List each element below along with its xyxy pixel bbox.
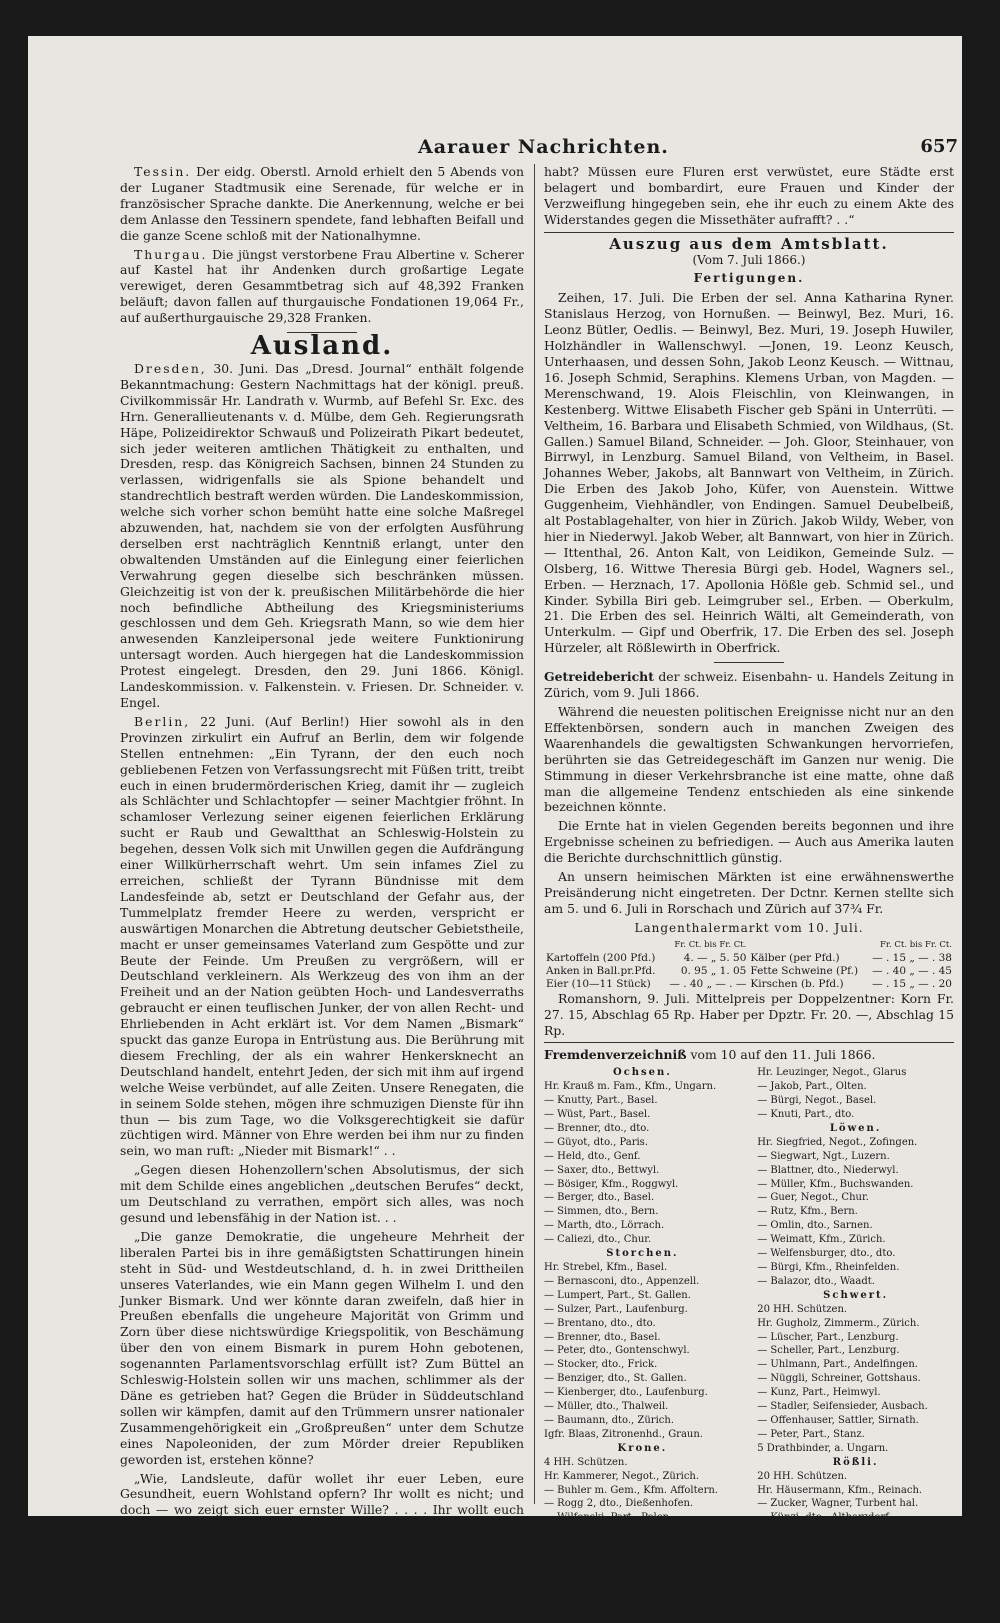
guest-entry: — Knuti, Part., dto. [757,1109,855,1121]
hotel-name: Ochsen. [612,1067,672,1079]
guest-entry: — Siegwart, Ngt., Luzern. [757,1150,890,1162]
guest-entry: — Brentano, dto., dto. [544,1317,656,1329]
guest-entry: — Wilfonski, Part., Polen. [544,1512,673,1524]
getreide-paragraph: Während die neuesten politischen Ereignisse nicht nur an den Effektenbörsen, sondern auch in manchen Zweigen des Waarenhandels die gewaltigsten Schwankungen hervorriefen, berührten sie das Getreidegeschäft im Ganzen nur wenig. Die Stimmung in dieser Verkehrsbranche ist eine matte, ohne daß man die allgemeine Tendenz entschieden als eine sinkende bezeichnen könnte. [544,704,954,815]
guest-entry: — Uhlmann, Part., Andelfingen. [757,1359,918,1371]
unit-header: Fr. Ct. bis Fr. Ct. [674,939,747,950]
hotel-name: Rößli. [832,1456,879,1468]
guest-entry: — Marth, dto., Lörrach. [544,1220,665,1232]
guest-entry: — Balazor, dto., Waadt. [757,1275,875,1287]
running-head [28,136,962,166]
continued-text: habt? Müssen eure Fluren erst verwüstet, eure Städte erst belagert und bombardirt, eure Frauen und Kinder der Verzweiflung hingegeben sein, ehe ihr euch zu einem Akte des Widerstandes gegen die Missethäter aufrafft? . .“ [544,164,954,227]
article-paragraph: „Gegen diesen Hohenzollern'schen Absolutismus, der sich mit dem Schilde eines angeblichen „deutschen Berufes“ deckt, um Deutschland zu verrathen, empört sich alles, was noch gesund und lebensfähig in der Nation ist. . . [120,1162,524,1225]
guest-entry: — Simmen, dto., Bern. [544,1206,659,1218]
guest-entry: — Künzi, dto., Altharzdorf. [757,1512,892,1524]
guest-entry: — Saxer, dto., Bettwyl. [544,1164,660,1176]
guest-entry: — Kienberger, dto., Laufenburg. [544,1387,708,1399]
guest-entry: — Stadler, Seifensieder, Ausbach. [757,1401,928,1413]
market-table [544,939,954,991]
newspaper-page [28,36,962,1621]
divider [714,662,784,663]
guest-entry: 4 HH. Schützen. [544,1456,628,1468]
guest-entry: — Peter, Part., Stanz. [757,1428,865,1440]
table-row: Anken in Ball.pr.Pfd. 0. 95 „ 1. 05 Fette Schweine (Pf.) — . 40 „ — . 45 [546,964,952,977]
market-title: Langenthalermarkt vom 10. Juli. [634,920,864,935]
table-row: Kartoffeln (200 Pfd.) 4. — „ 5. 50 Kälber (per Pfd.) — . 15 „ — . 38 [546,951,952,964]
hotel-name: Krone. [617,1442,668,1454]
guest-entry: — Stocker, dto., Frick. [544,1359,658,1371]
guest-entry: — Eppeler 3, Schreiner, Zürich. [544,1609,705,1621]
guest-entry: 20 HH. Schützen. [757,1470,848,1482]
guest-entry: — Bürgi, Negot., Basel. [757,1095,877,1107]
guest-entry: — Buhler m. Gem., Kfm. Affoltern. [544,1484,718,1496]
guest-entry: — Brenner, dto., dto. [544,1122,650,1134]
amtsblatt-text: Zeihen, 17. Juli. Die Erben der sel. Anna Katharina Ryner. Stanislaus Herzog, von Hornußen. — Beinwyl, Bez. Muri, 16. Leonz Bütler, Oedlis. — Beinwyl, Bez. Muri, 19. Joseph Huwiler, Holzhändler in Wallenschwyl. —Jonen, 19. Leonz Keusch, Unterhaasen, und dessen Sohn, Jakob Leonz Keusch. — Wittnau, 16. Joseph Schmid, Seraphins. Klemens Urban, von Magden. — Merenschwand, 19. Alois Fleischlin, von Kleinwangen, in Kestenberg. Wittwe Elisabeth Fischer geb Späni in Unterrüti. — Veltheim, 16. Barbara und Elisabeth Schmied, von Wildhaus, (St. Gallen.) Samuel Biland, Schneider. — Joh. Gloor, Steinhauer, von Birrwyl, in Lenzburg. Samuel Biland, von Veltheim, in Basel. Johannes Weber, Jakobs, alt Bannwart von Veltheim, in Zürich. Die Erben des Jakob Joho, Küfer, von Auenstein. Wittwe Guggenheim, Viehhändler, von Endingen. Samuel Deubelbeiß, alt Postablagehalter, von hier in Zürich. Jakob Wildy, Weber, von hier in Niederwyl. Jakob Weber, alt Bannwart, von hier in Zürich. — Ittenthal, 26. Anton Kalt, von Leidikon, Gemeinde Sulz. — Olsberg, 16. Wittwe Theresia Bürgi geb. Hodel, Wagners sel., Erben. — Herznach, 17. Apollonia Hößle geb. Schmid sel., und Kinder. Sybilla Biri geb. Leimgruber sel., Erben. — Oberkulm, 21. Die Erben des sel. Heinrich Wälti, alt Gemeinderath, von Unterkulm. — Gipf und Oberfrik, 17. Die Erben des sel. Joseph Hürzeler, alt Rößlewirth in Oberfrick. [544,290,954,656]
guest-entry: — Nüggli, Schreiner, Gottshaus. [757,1373,921,1385]
guest-entry: — Fäßlin, Negot., Basel. [544,1595,667,1607]
table-header-row [544,939,954,952]
guest-entry: — Wüst, Part., Basel. [544,1109,651,1121]
guest-entry: — Müller, dto., Thalweil. [544,1401,669,1413]
guest-entry: Hr. Kammerer, Negot., Zürich. [544,1470,700,1482]
inland-item: Tessin. Der eidg. Oberstl. Arnold erhielt den 5 Abends von der Luganer Stadtmusik eine Serenade, für welche er in französischer Sprache dankte. Die Anerkennung, welche er bei dem Anlasse den Tessinern spendete, fand lebhaften Beifall und die ganze Scene schloß mit der Nationalhymne. [120,164,524,243]
guest-entry: — Peter, dto., Gontenschwyl. [544,1345,690,1357]
page-number: 657 [920,136,958,157]
guest-entry: 7 HH. Schützen. [544,1554,628,1566]
guest-entry: Hr. Leuzinger, Negot., Glarus [757,1067,907,1079]
guest-entry: Igfr. Blaas, Zitronenhd., Graun. [544,1428,703,1440]
guest-entry: 20 HH. Schützen. [757,1303,848,1315]
hotel-name: Kreuz. [831,1526,880,1538]
guest-entry: — Bernasconi, dto., Appenzell. [544,1275,700,1287]
guest-entry: — Lüscher, Part., Lenzburg. [757,1331,899,1343]
guest-entry: — Guer, Negot., Chur. [757,1192,869,1204]
table-row: Eier (10—11 Stück) — . 40 „ — . — Kirschen (b. Pfd.) — . 15 „ — . 20 [546,977,952,990]
hotel-name: Schwert. [823,1289,889,1301]
article-dresden: Dresden, 30. Juni. Das „Dresd. Journal“ enthält folgende Bekanntmachung: Gestern Nachmittags hat der königl. preuß. Civilkommissär Hr. Landrath v. Wurmb, auf Befehl Sr. Exc. des Hrn. Generallieutenants v. d. Mülbe, dem Geh. Regierungsrath Häpe, Polizeidirektor Schwauß und Polizeirath Pikart bedeutet, sich jeder weiteren amtlichen Thätigkeit zu enthalten, und Dresden, resp. das Königreich Sachsen, binnen 24 Stunden zu verlassen, widrigenfalls sie als Spione behandelt und standrechtlich bestraft werden würden. Die Landeskommission, welche sich vorher schon bemüht hatte eine solche Maßregel abzuwenden, hat, nachdem sie von der erfolgten Ausführung derselben erst nachträglich Kenntniß erlangt, unter den obwaltenden Umständen auf die Einlegung einer feierlichen Verwahrung gegen dieselbe sich beschränken müssen. Gleichzeitig ist von der k. preußischen Militärbehörde die hier noch befindliche Abtheilung des Kriegsministeriums geschlossen und dem Geh. Kriegsrath Mann, so wie dem hier anwesenden Kanzleipersonal jede weitere Funktionirung untersagt worden. Auch hiergegen hat die Landeskommission Protest eingelegt. Dresden, den 29. Juni 1866. Königl. Landeskommission. v. Falkenstein. v. Friesen. Dr. Schneider. v. Engel. [120,360,524,710]
guest-entry: — Rutz, Kfm., Bern. [757,1206,858,1218]
guest-entry: — Knutty, Part., Basel. [544,1095,658,1107]
guest-entry: Hr. Leimgruber, Part., Wöflißwyl. [757,1567,925,1579]
left-column [120,164,524,1553]
guest-entry: — Jehy, Büchsenmacher, Zofingen. [544,1581,720,1593]
guest-entry: — Rogg 2, dto., Dießenhofen. [544,1498,694,1510]
guest-entry: Hr. Strebel, Kfm., Basel. [544,1262,668,1273]
guest-entry: — Benziger, dto., St. Gallen. [544,1373,687,1385]
amtsblatt-subhead: Fertigungen. [693,271,805,286]
column-divider [534,164,535,1504]
guest-entry: — Müller, Kfm., Buchswanden. [757,1178,914,1190]
guest-entry: — Blattner, dto., Niederwyl. [757,1164,899,1176]
guest-entry: Hr. Gugholz, Zimmerm., Zürich. [757,1317,920,1329]
article-paragraph: „Die ganze Demokratie, die ungeheure Mehrheit der liberalen Partei bis in ihre gemäßigtsten Schattirungen hinein steht in Süd- und Westdeutschland, d. h. in zwei Drittheilen unseres Vaterlandes, wie ein Mann gegen Wilhelm I. und den Junker Bismark. Und wer könnte daran zweifeln, daß hier in Preußen ebenfalls die ungeheure Majorität von Grimm und Zorn über diese nichtswürdige Kriegspolitik, von Beschämung über den von einem Bismark in purem Hohn gebotenen, sogenannten Parlamentsvorschlag erfüllt ist? Zum Büttel an Schleswig-Holstein sollen wir uns machen, schlimmer als der Däne es getrieben hat? Gegen die Brüder in Süddeutschland sollen wir kämpfen, damit auf den Trümmern unsrer nationaler Zusammengehörigkeit ein „Großpreußen“ unter dem Schutze eines Napoleoniden, der zum Mörder dreier Republiken geworden ist, erstehen könne? [120,1228,524,1467]
divider [544,1042,954,1043]
arrivals-title: Fremdenverzeichniß vom 10 auf den 11. Juli 1866. [544,1047,876,1063]
guest-entry: — Offenhauser, Sattler, Sirnath. [757,1414,919,1426]
section-heading-ausland: Ausland. [250,331,394,362]
guest-entry: — Lumpert, Part., St. Gallen. [544,1289,691,1301]
guest-entry: Hr. Häusermann, Kfm., Reinach. [757,1484,923,1496]
hotel-name: Löwen. [829,1122,882,1134]
right-column [544,164,954,1623]
unit-header: Fr. Ct. bis Fr. Ct. [879,939,952,950]
guest-entry: Hr. Zehnder, Part., Köniz. [544,1567,673,1579]
romanshorn-report: Romanshorn, 9. Juli. Mittelpreis per Doppelzentner: Korn Fr. 27. 15, Abschlag 65 Rp. Haber per Dpztr. Fr. 20. —, Abschlag 15 Rp. [544,990,954,1038]
article-berlin: Berlin, 22 Juni. (Auf Berlin!) Hier sowohl als in den Provinzen zirkulirt ein Aufruf an Berlin, dem wir folgende Stellen entnehmen: „Ein Tyrann, der den euch noch gebliebenen Fetzen von Verfassungsrecht mit Füßen tritt, treibt euch in einen brudermörderischen Krieg, damit ihr — zugleich als Schlächter und Schlachtopfer — seiner Machtgier fröhnt. In schamloser Verlezung seiner eigenen feierlichen Erklärung sucht er Raub und Gewaltthat an Schleswig-Holstein zu begehen, dessen Volk sich mit Unwillen gegen die Aufdrängung einer Willkürherrschaft wehrt. Um sein infames Ziel zu erreichen, schließt der Tyrann Bündnisse mit dem Landesfeinde ab, setzt er Deutschland der Gefahr aus, der Tummelplatz fremder Heere zu werden, verspricht er auswärtigen Monarchen die Abtretung deutscher Gebietstheile, macht er unser gemeinsames Vaterland zum Gespötte und zur Beute der Feinde. Um Preußen zu vergrößern, will er Deutschland verkleinern. Als Werkzeug des von ihm an der Freiheit und an der Nation geübten Hoch- und Landesverraths gebraucht er einen teuflischen Junker, der von allen Recht- und Ehrliebenden in Acht erklärt ist. Vor dem Namen „Bismark“ spuckt das ganze Europa in Entrüstung aus. Die Berührung mit diesem Frechling, der als ein wahrer Henkersknecht an Deutschland handelt, entehrt Jeden, der sich mit ihm auf irgend welche Weise verbündet, auf alle Zeiten. Unsere Renegaten, die in seinem Solde stehen, mögen ihre schmuzigen Dienste für ihn thun — bis zum Tage, wo die Volksgerechtigkeit sie dafür züchtigen wird. Männer von Ehre werden bei ihm nur zu finden sein, wo man ruft: „Nieder mit Bismark!“ . . [120,713,524,1159]
divider [544,232,954,233]
guest-entry: Hr. Krauß m. Fam., Kfm., Ungarn. [544,1081,717,1093]
getreide-title: Getreidebericht der schweiz. Eisenbahn- u. Handels Zeitung in Zürich, vom 9. Juli 1866. [544,669,954,701]
guest-entry: — Scheller, Part., Lenzburg. [757,1345,900,1357]
hotel-name: Wildenmann. [594,1540,691,1552]
amtsblatt-title: Auszug aus dem Amtsblatt. [609,234,889,253]
guest-entry: — Chaney, Sattler, Motier. [757,1581,890,1593]
guest-entry: — Held, dto., Genf. [544,1150,641,1162]
running-title: Aarauer Nachrichten. [418,136,669,158]
hotel-name: Storchen. [606,1248,679,1260]
guest-entry: Igfr. Müller, v. Kulm. [544,1526,648,1538]
guest-entry: Hr. Siegfried, Negot., Zofingen. [757,1136,918,1148]
guest-list-column [544,1066,741,1622]
guest-entry: — Bösiger, Kfm., Roggwyl. [544,1178,679,1190]
guest-entry: — Baumann, dto., Zürich. [544,1414,674,1426]
inland-item: Thurgau. Die jüngst verstorbene Frau Albertine v. Scherer auf Kastel hat ihr Andenken durch großartige Legate verewiget, deren Gesammtbetrag sich auf 48,392 Franken beläuft; davon fallen auf thurgauische Fondationen 19,064 Fr., auf außerthurgauische 29,328 Franken. [120,246,524,326]
guest-entry: — Güyot, dto., Paris. [544,1136,648,1148]
guest-entry: 4 HH. Aufwärter. [757,1554,845,1566]
guest-entry: — Berger, dto., Basel. [544,1192,655,1204]
guest-entry: 11 HH. Schützen. [757,1540,848,1552]
guest-entry: — Omlin, dto., Sarnen. [757,1220,873,1232]
guest-entry: — Weimatt, Kfm., Zürich. [757,1234,886,1246]
guest-entry: — Jakob, Part., Olten. [757,1081,867,1093]
guest-list-column [757,1066,954,1622]
guest-list [544,1066,954,1622]
guest-entry: — Zucker, Wagner, Turbent hal. [757,1498,919,1510]
amtsblatt-date: (Vom 7. Juli 1866.) [692,252,806,267]
guest-entry: 5 Drathbinder, a. Ungarn. [757,1442,889,1454]
guest-entry: — Welfensburger, dto., dto. [757,1248,896,1260]
getreide-paragraph: Die Ernte hat in vielen Gegenden bereits begonnen und ihre Ergebnisse scheinen zu befriedigen. — Auch aus Amerika lauten die Berichte durchschnittlich günstig. [544,818,954,866]
guest-entry: — Hofmann, Part., Zürich. [757,1595,891,1607]
getreide-paragraph: An unsern heimischen Märkten ist eine erwähnenswerthe Preisänderung nicht eingetreten. Der Dctnr. Kernen stellte sich am 5. und 6. Juli in Rorschach und Zürich auf 37¾ Fr. [544,869,954,916]
guest-entry: — Brenner, dto., Basel. [544,1331,661,1343]
article-paragraph: „Wie, Landsleute, dafür wollet ihr euer Leben, eure Gesundheit, euern Wohlstand opfern? Ihr wollt es nicht; und doch — wo zeigt sich euer ernster Wille? . . . . Ihr wollt euch auf die Schlachtbank führen lassen, während ihr die Waffen in der Hand [120,1470,524,1550]
guest-entry: — Kunz, Part., Heimwyl. [757,1387,881,1399]
guest-entry: — Bürgi, Kfm., Rheinfelden. [757,1262,900,1273]
guest-entry: — Caliezi, dto., Chur. [544,1234,652,1246]
guest-entry: — Sulzer, Part., Laufenburg. [544,1303,688,1315]
